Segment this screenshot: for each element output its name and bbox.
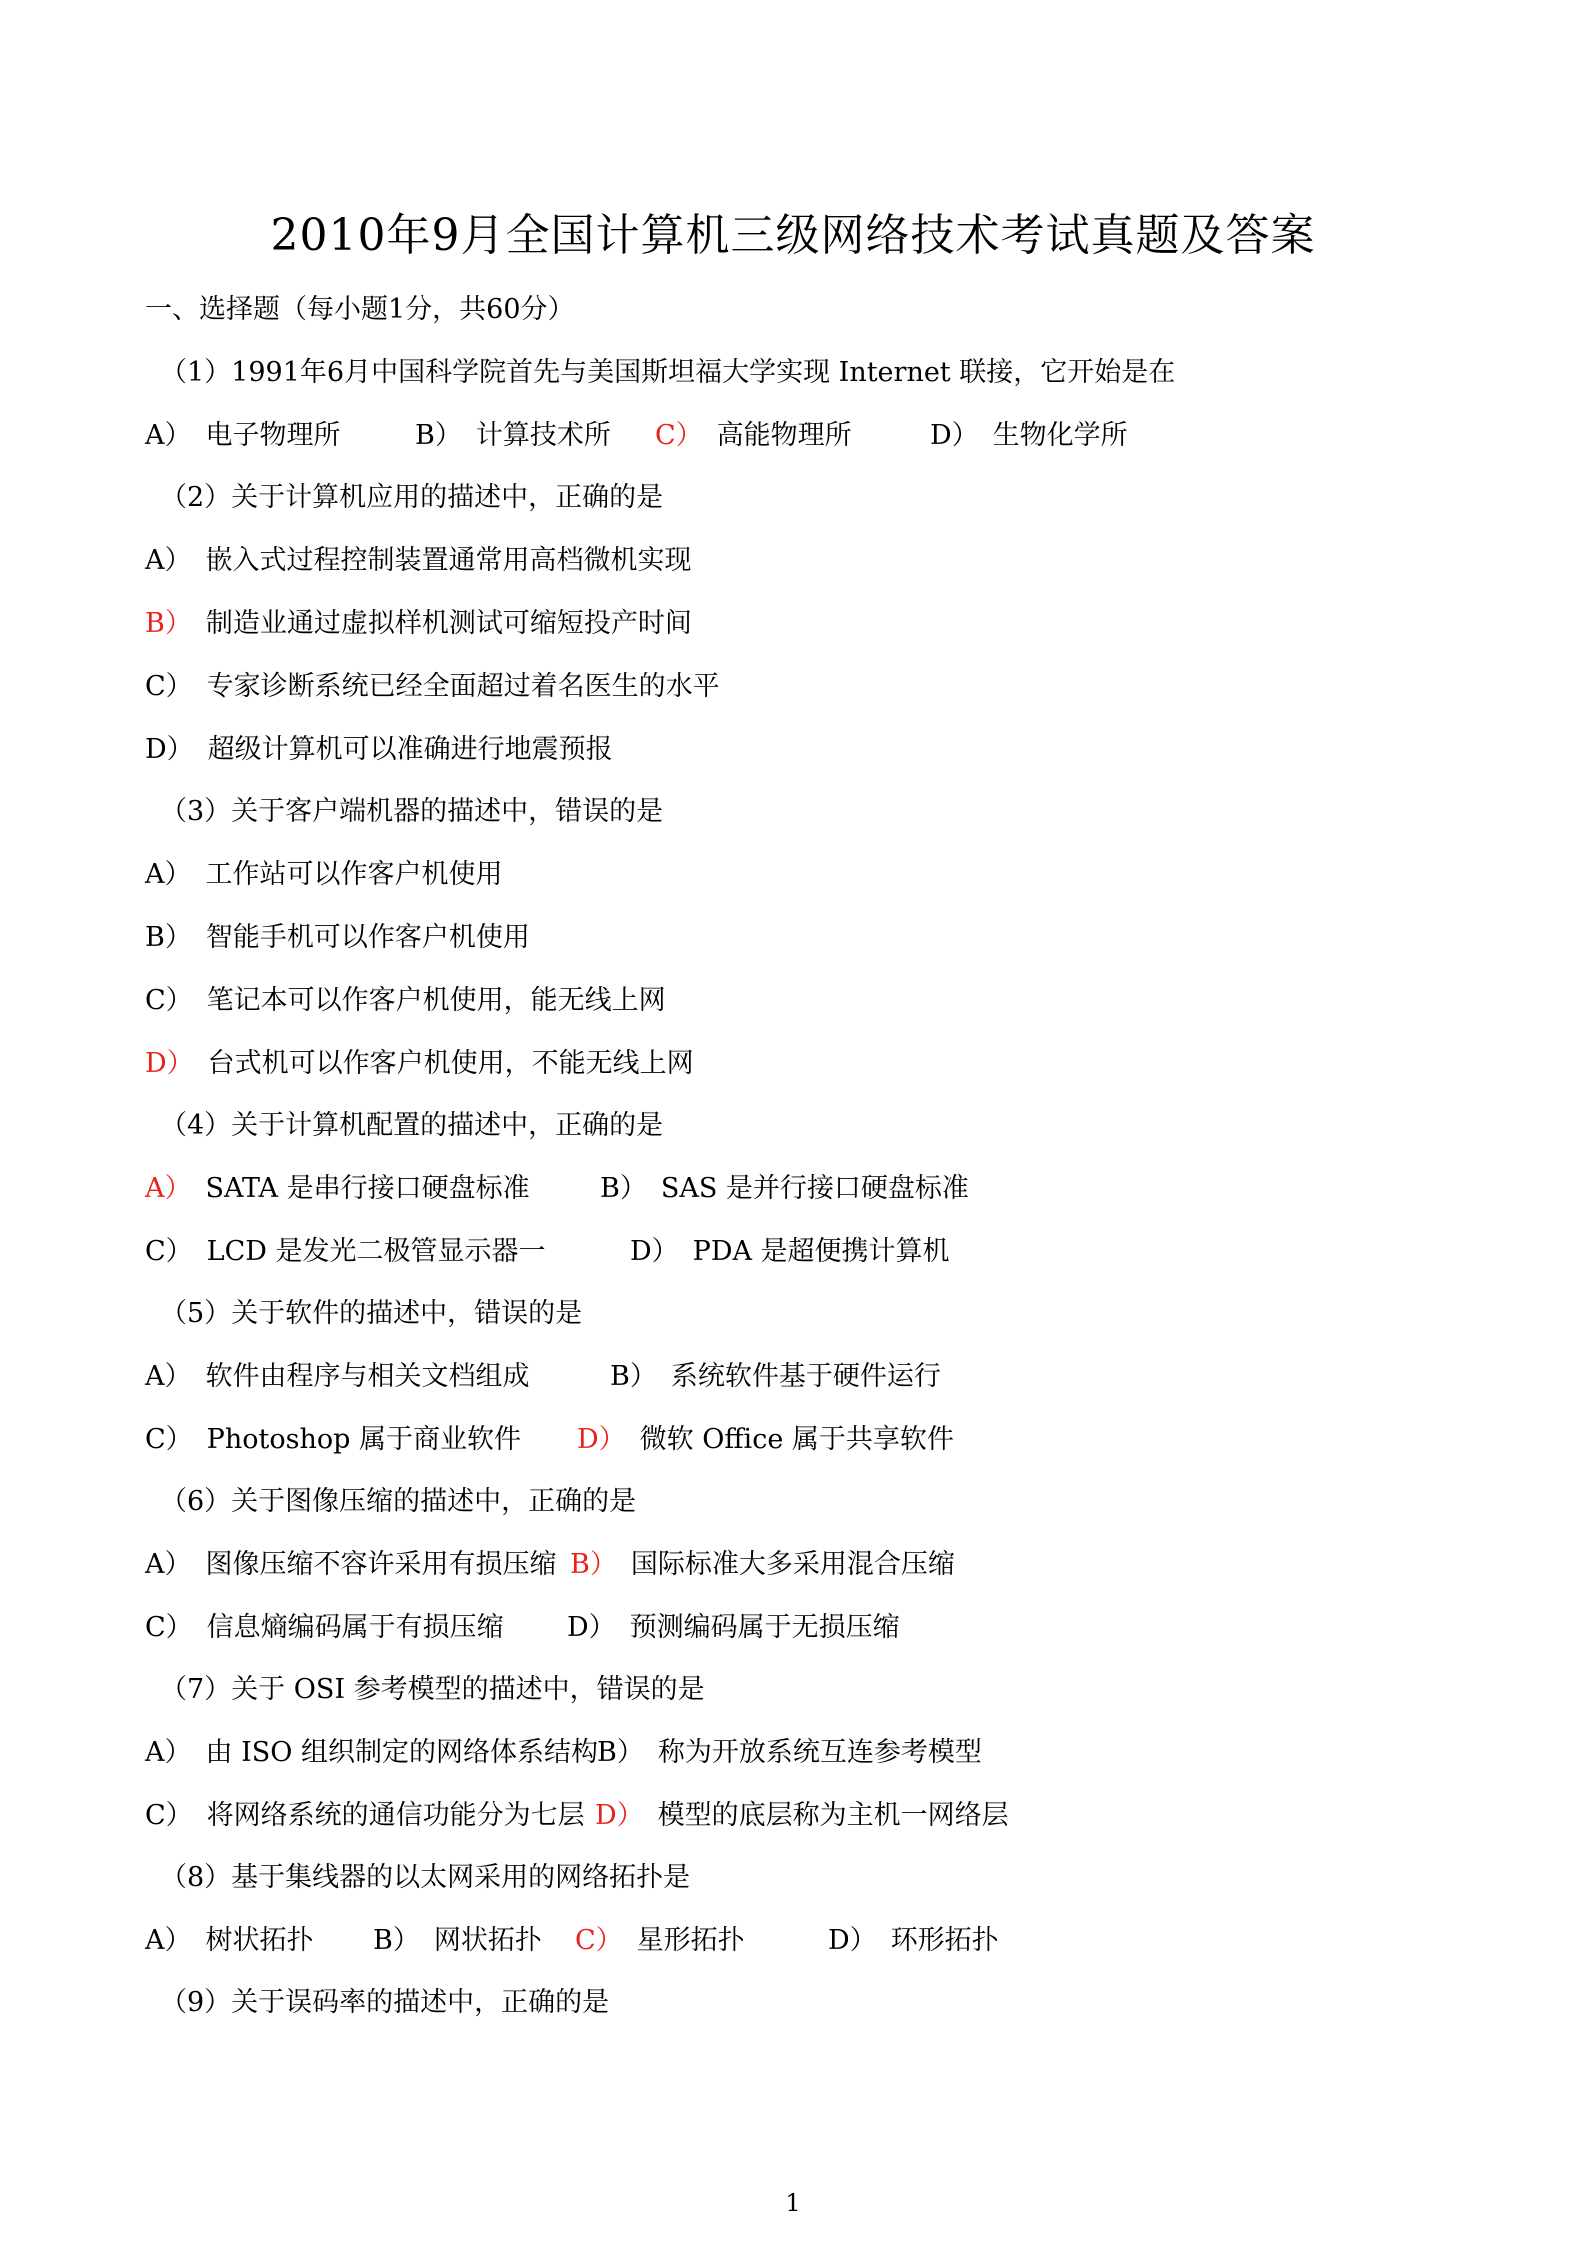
option-mark: B） <box>597 1737 644 1768</box>
option-q8-b <box>373 1923 542 1959</box>
option-q5-d <box>577 1422 954 1458</box>
option-mark: A） <box>145 1549 192 1580</box>
option-text: 生物化学所 <box>992 420 1128 451</box>
page-number: 1 <box>785 2189 801 2217</box>
question-stem-9: （9）关于误码率的描述中，正确的是 <box>160 1987 610 2018</box>
option-text: 模型的底层称为主机一网络层 <box>657 1800 1009 1831</box>
option-mark: B） <box>373 1925 420 1956</box>
option-q4-a <box>145 1171 530 1207</box>
option-mark: C） <box>145 671 193 702</box>
option-text: 制造业通过虚拟样机测试可缩短投产时间 <box>205 608 692 639</box>
option-q2-a <box>145 543 692 579</box>
option-mark: D） <box>630 1236 679 1267</box>
option-q5-b <box>610 1359 941 1395</box>
option-text: 国际标准大多采用混合压缩 <box>630 1549 955 1580</box>
option-mark: C） <box>655 420 703 451</box>
option-q8-a <box>145 1923 314 1959</box>
option-mark: C） <box>145 1800 193 1831</box>
option-q4-b <box>600 1171 969 1207</box>
option-q3-b <box>145 920 530 956</box>
option-text: 软件由程序与相关文档组成 <box>205 1361 530 1392</box>
question-stem-4: （4）关于计算机配置的描述中，正确的是 <box>160 1110 664 1141</box>
question-stem-5: （5）关于软件的描述中，错误的是 <box>160 1298 583 1329</box>
option-q3-c <box>145 983 666 1019</box>
option-text: 电子物理所 <box>205 420 341 451</box>
page-title: 2010年9月全国计算机三级网络技术考试真题及答案 <box>270 210 1316 261</box>
option-text: 树状拓扑 <box>205 1925 314 1956</box>
option-mark: C） <box>145 985 193 1016</box>
option-q3-a <box>145 857 503 893</box>
option-q7-b <box>597 1735 982 1771</box>
option-mark: A） <box>145 1361 192 1392</box>
option-text: 智能手机可以作客户机使用 <box>205 922 530 953</box>
option-text: 笔记本可以作客户机使用，能无线上网 <box>206 985 666 1016</box>
option-q1-b <box>415 418 611 454</box>
option-q7-d <box>595 1798 1009 1834</box>
option-mark: C） <box>145 1612 193 1643</box>
option-mark: B） <box>600 1173 647 1204</box>
option-q3-d <box>145 1046 694 1082</box>
option-mark: D） <box>930 420 979 451</box>
option-mark: B） <box>610 1361 657 1392</box>
section-heading: 一、选择题（每小题1分，共60分） <box>145 294 575 325</box>
option-text: 图像压缩不容许采用有损压缩 <box>205 1549 557 1580</box>
option-q6-c <box>145 1610 504 1646</box>
option-text: 嵌入式过程控制装置通常用高档微机实现 <box>205 545 692 576</box>
option-text: 称为开放系统互连参考模型 <box>657 1737 982 1768</box>
question-stem-8: （8）基于集线器的以太网采用的网络拓扑是 <box>160 1862 691 1893</box>
option-q1-d <box>930 418 1128 454</box>
option-mark: A） <box>145 1925 192 1956</box>
option-text: Photoshop 属于商业软件 <box>206 1424 521 1455</box>
option-text: 由 ISO 组织制定的网络体系结构 <box>205 1737 598 1768</box>
option-mark: B） <box>415 420 462 451</box>
option-mark: B） <box>145 922 192 953</box>
option-q4-c <box>145 1234 546 1270</box>
option-text: SATA 是串行接口硬盘标准 <box>205 1173 530 1204</box>
option-q2-c <box>145 669 720 705</box>
option-mark: C） <box>145 1424 193 1455</box>
option-q8-d <box>828 1923 999 1959</box>
option-text: 计算技术所 <box>475 420 611 451</box>
option-q5-c <box>145 1422 521 1458</box>
option-text: 系统软件基于硬件运行 <box>670 1361 941 1392</box>
option-q8-c <box>575 1923 745 1959</box>
option-q7-c <box>145 1798 585 1834</box>
option-q6-d <box>567 1610 900 1646</box>
option-mark: A） <box>145 859 192 890</box>
question-stem-2: （2）关于计算机应用的描述中，正确的是 <box>160 482 664 513</box>
option-mark: C） <box>145 1236 193 1267</box>
option-q7-a <box>145 1735 598 1771</box>
option-mark: A） <box>145 420 192 451</box>
option-text: 网状拓扑 <box>433 1925 542 1956</box>
option-mark: D） <box>828 1925 877 1956</box>
option-mark: A） <box>145 545 192 576</box>
option-q6-a <box>145 1547 557 1583</box>
option-text: 台式机可以作客户机使用，不能无线上网 <box>207 1048 694 1079</box>
option-mark: C） <box>575 1925 623 1956</box>
option-text: 超级计算机可以准确进行地震预报 <box>207 734 613 765</box>
option-q1-a <box>145 418 341 454</box>
option-mark: D） <box>145 1048 194 1079</box>
option-text: 专家诊断系统已经全面超过着名医生的水平 <box>206 671 720 702</box>
option-text: 信息熵编码属于有损压缩 <box>206 1612 504 1643</box>
question-stem-1: （1）1991年6月中国科学院首先与美国斯坦福大学实现 Internet 联接，它开始是在 <box>160 357 1176 388</box>
option-text: 预测编码属于无损压缩 <box>629 1612 900 1643</box>
option-q5-a <box>145 1359 530 1395</box>
option-q2-b <box>145 606 692 642</box>
option-text: 环形拓扑 <box>890 1925 999 1956</box>
option-mark: D） <box>577 1424 626 1455</box>
option-q2-d <box>145 732 613 768</box>
option-mark: D） <box>567 1612 616 1643</box>
option-q1-c <box>655 418 852 454</box>
option-mark: B） <box>570 1549 617 1580</box>
option-text: 星形拓扑 <box>636 1925 745 1956</box>
option-text: 高能物理所 <box>716 420 852 451</box>
option-mark: A） <box>145 1737 192 1768</box>
option-mark: A） <box>145 1173 192 1204</box>
option-q4-d <box>630 1234 950 1270</box>
option-text: LCD 是发光二极管显示器一 <box>206 1236 546 1267</box>
option-mark: B） <box>145 608 192 639</box>
question-stem-3: （3）关于客户端机器的描述中，错误的是 <box>160 796 664 827</box>
option-text: 微软 Office 属于共享软件 <box>639 1424 954 1455</box>
option-text: SAS 是并行接口硬盘标准 <box>660 1173 969 1204</box>
option-mark: D） <box>145 734 194 765</box>
option-text: 将网络系统的通信功能分为七层 <box>206 1800 585 1831</box>
option-mark: D） <box>595 1800 644 1831</box>
question-stem-7: （7）关于 OSI 参考模型的描述中，错误的是 <box>160 1674 705 1705</box>
option-q6-b <box>570 1547 955 1583</box>
question-stem-6: （6）关于图像压缩的描述中，正确的是 <box>160 1486 637 1517</box>
option-text: 工作站可以作客户机使用 <box>205 859 503 890</box>
option-text: PDA 是超便携计算机 <box>692 1236 950 1267</box>
